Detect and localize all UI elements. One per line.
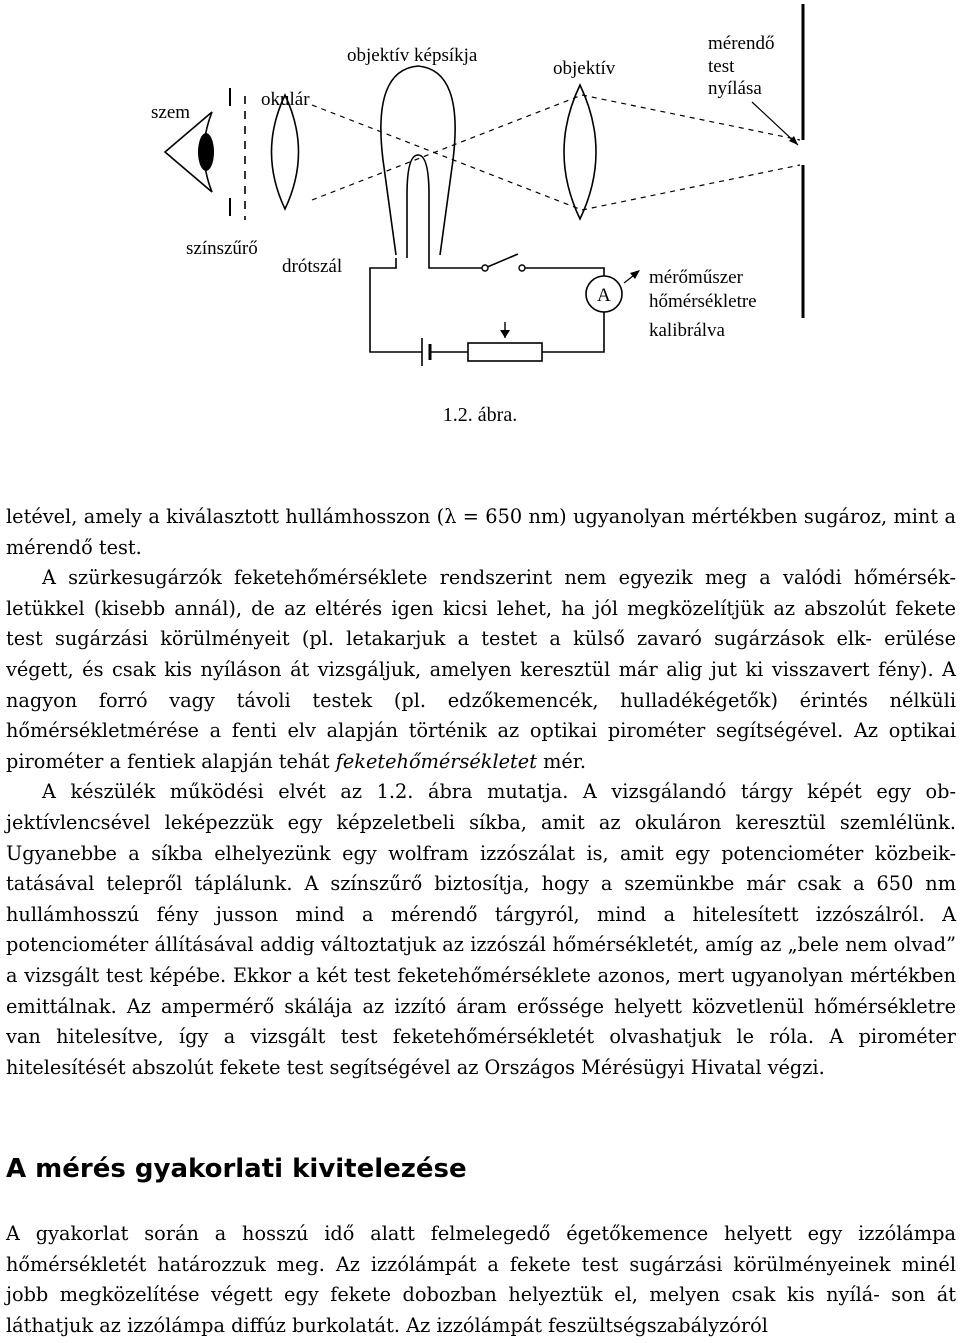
figure-caption: 1.2. ábra. xyxy=(442,404,518,426)
section-title: A mérés gyakorlati kivitelezése xyxy=(6,1154,467,1184)
label-objective: objektív xyxy=(553,58,616,79)
label-ammeter: A xyxy=(597,285,611,306)
paragraph-continuation: letével, amely a kiválasztott hullámhosszon (λ = 650 nm) ugyanolyan mértékben sugároz, mint a mérendő test. xyxy=(6,505,956,559)
light-rays xyxy=(312,95,800,210)
switch-contact xyxy=(519,265,525,271)
body-text-before-section xyxy=(6,502,956,1083)
label-meter-1: mérőműszer xyxy=(649,267,743,288)
paragraph-practice: A gyakorlat során a hosszú idő alatt felmelegedő égetőkemence helyett egy izzólámpa hőmérsékletét határozzuk meg. Az izzólámpát a fekete test sugárzási körülményeinek minél jobb megközelítése végett egy fekete dobozban helyeztük el, melyen csak kis nyílá- son át láthatjuk az izzólámpa diffúz burkolatát. Az izzólámpát feszültségszabályzóról xyxy=(6,1222,956,1337)
aperture-pointer-arrow xyxy=(752,102,798,145)
label-eyepiece: okulár xyxy=(261,89,310,110)
eye-icon xyxy=(165,112,214,192)
label-aperture-2: test xyxy=(708,56,735,77)
paragraph-operation: A készülék működési elvét az 1.2. ábra mutatja. A vizsgálandó tárgy képét egy ob- jektívlencsével leképezzük egy képzeletbeli síkba, amit az okuláron keresztül szemlélünk. Ugyanebbe a síkba elhelyezünk egy wolfram izzószálat is, amit egy potenciométer közbeik- tatásával telepről táplálunk. A színszűrő biztosítja, hogy a szemünkbe már csak a 650 nm hullámhosszú fény jusson mind a mérendő tárgyról, mind a hitelesített izzószálról. A potenciométer állításával addig változtatjuk az izzószál hőmérsékletét, amíg az „bele nem olvad” a vizsgált test képébe. Ekkor a két test feketehőmérséklete azonos, mert ugyanolyan mértékben emittálnak. Az ampermérő skálája az izzító áram erőssége helyett közvetlenül hőmérsékletre van hitelesítve, így a vizsgált test feketehőmérsékletét olvashatjuk le róla. A pirométer hitelesítését abszolút fekete test segítségével az Országos Mérésügyi Hivatal végzi. xyxy=(6,780,956,1079)
eyepiece-lens xyxy=(272,95,299,209)
emphasis-term: feketehőmérsékletet xyxy=(335,749,537,773)
label-objective-image-plane: objektív képsíkja xyxy=(347,45,478,66)
label-meter-2: hőmérsékletre xyxy=(649,291,757,312)
switch-contact xyxy=(482,265,488,271)
label-aperture-3: nyílása xyxy=(708,78,762,99)
paragraph-greybody-text: A szürkesugárzók feketehőmérséklete rendszerint nem egyezik meg a valódi hőmérsék- letükkel (kisebb annál), de az eltérés igen kicsi lehet, ha jól megközelítjük az abszolút fekete test sugárzási körülményeit (pl. letakarjuk a testet a külső zavaró sugárzások elk- erülése végett, és csak kis nyíláson át vizsgáljuk, amelyen keresztül már alig jut ki visszavert fény). A nagyon forró vagy távoli testek (pl. edzőkemencék, hulladékégetők) érintés nélküli hőmérsékletmérése a fenti elv alapján történik az optikai pirométer segítségével. Az optikai pirométer a fentiek alapján tehát xyxy=(6,566,956,773)
body-text-section xyxy=(6,1219,956,1341)
label-filament: drótszál xyxy=(282,256,343,277)
label-color-filter: színszűrő xyxy=(186,238,258,259)
label-meter-3: kalibrálva xyxy=(649,320,725,341)
pyrometer-diagram xyxy=(0,0,960,400)
color-filter xyxy=(230,88,245,220)
objective-lens xyxy=(564,85,596,219)
filament-bulb xyxy=(381,66,455,258)
label-eye: szem xyxy=(151,102,191,123)
paragraph-greybody-end: mér. xyxy=(536,749,587,773)
paragraph-greybody xyxy=(6,563,956,777)
label-aperture-1: mérendő xyxy=(708,33,775,54)
